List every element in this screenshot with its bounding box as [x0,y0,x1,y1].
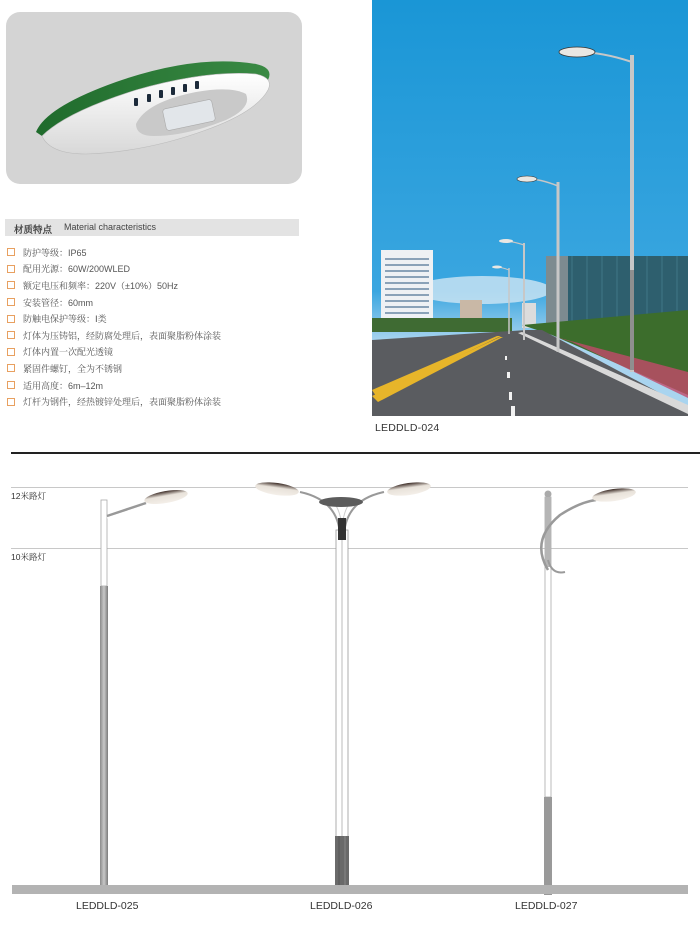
street-light-fixture-image [6,12,302,184]
checkbox-icon [7,398,15,406]
checkbox-icon [7,281,15,289]
checkbox-icon [7,381,15,389]
spec-item-shock-protection [7,310,221,327]
street-scene-image [372,0,688,416]
spec-label: 配用光源：60W/200WLED [23,264,131,275]
checkbox-icon [7,298,15,306]
checkbox-icon [7,364,15,372]
material-characteristics-header [5,219,299,236]
pole-leddld-025 [100,487,189,892]
spec-label: 紧固件螺钉，全为不锈钢 [23,363,123,374]
spec-label: 灯体为压铸铝，经防腐处理后，表面聚脂粉体涂装 [23,330,222,341]
checkbox-icon [7,331,15,339]
ground-line [12,885,688,894]
spec-label: 防触电保护等级：Ⅰ类 [23,314,107,325]
spec-item-pole-material [7,393,221,410]
model-label-leddld-026: LEDDLD-026 [310,900,373,912]
spec-item-lens [7,344,221,361]
model-label-leddld-027: LEDDLD-027 [515,900,578,912]
pole-leddld-026 [254,480,431,892]
spec-item-pipe-diameter [7,294,221,311]
spec-item-fasteners [7,360,221,377]
spec-item-body-material [7,327,221,344]
spec-label: 防护等级：IP65 [23,247,87,258]
material-title-cn: 材质特点 [14,225,53,236]
spec-label: 额定电压和频率：220V（±10%）50Hz [23,280,178,291]
spec-label: 适用高度：6m–12m [23,380,104,391]
street-scene-photo [372,0,688,416]
spec-item-light-source [7,261,221,278]
street-photo-caption: LEDDLD-024 [375,422,440,434]
checkbox-icon [7,348,15,356]
checkbox-icon [7,248,15,256]
model-label-leddld-025: LEDDLD-025 [76,900,139,912]
spec-label: 灯体内置一次配光透镜 [23,347,114,358]
checkbox-icon [7,265,15,273]
spec-label: 安装管径：60mm [23,297,94,308]
height-label-10m: 10米路灯 [11,552,46,562]
pole-leddld-027 [541,486,636,895]
spec-item-height [7,377,221,394]
spec-item-ip-rating [7,244,221,261]
section-divider [11,452,700,454]
pole-elevation-drawing [0,460,700,900]
checkbox-icon [7,315,15,323]
height-label-12m: 12米路灯 [11,491,46,501]
material-title-en: Material characteristics [64,222,157,232]
spec-item-voltage [7,277,221,294]
spec-label: 灯杆为钢件，经热镀锌处理后，表面聚脂粉体涂装 [23,397,222,408]
product-photo [6,12,302,184]
spec-list [7,244,221,410]
